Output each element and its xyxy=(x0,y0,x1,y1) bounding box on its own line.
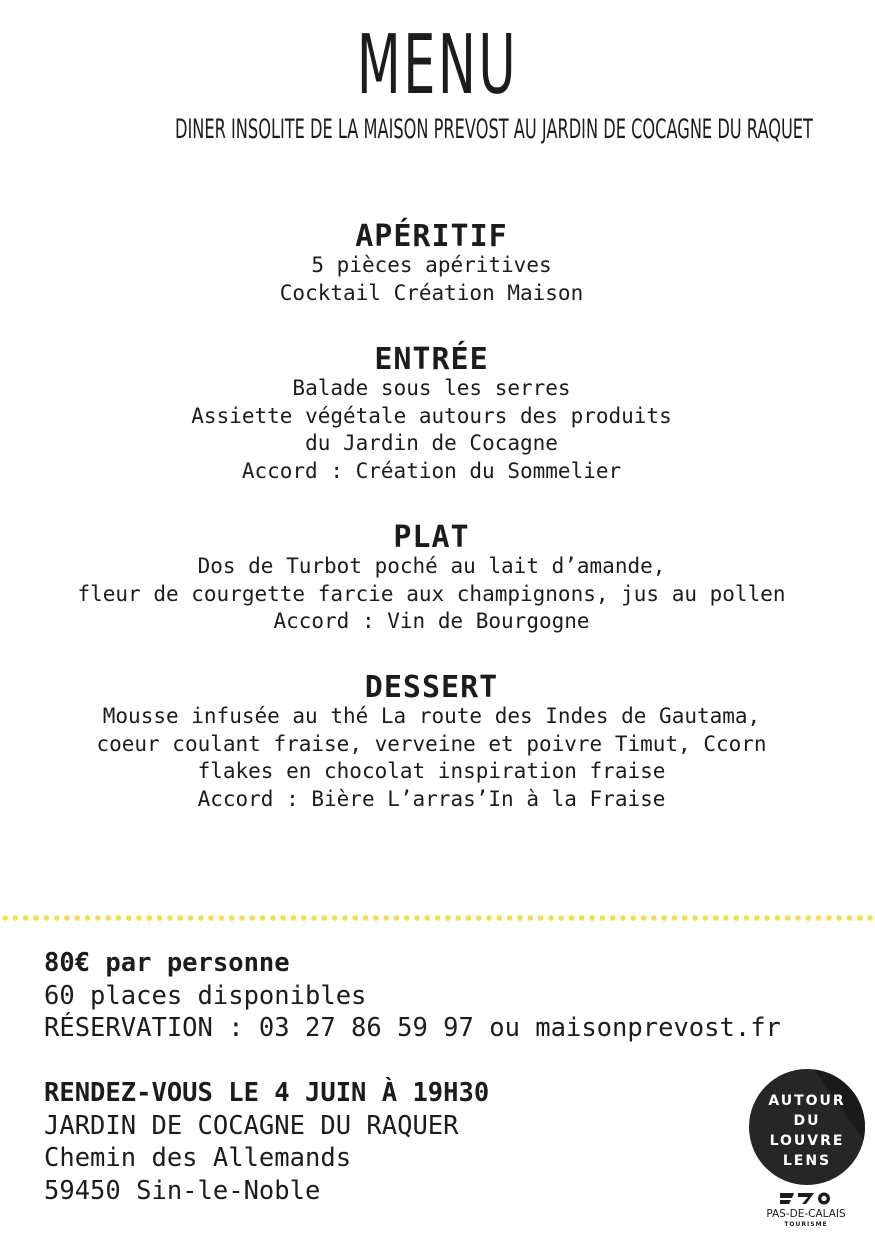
section-heading: PLAT xyxy=(393,520,470,555)
section-heading: DESSERT xyxy=(364,670,499,705)
menu-line: Accord : Création du Sommelier xyxy=(241,458,622,483)
pricing-block xyxy=(44,947,781,1045)
menu-line: Accord : Vin de Bourgogne xyxy=(273,609,590,633)
places-text: 60 places disponibles xyxy=(44,980,367,1011)
venue-city: 59450 Sin-le-Noble xyxy=(44,1175,321,1206)
menu-line: du Jardin de Cocagne xyxy=(305,431,558,455)
section-entree xyxy=(0,342,863,485)
venue-name: JARDIN DE COCAGNE DU RAQUER xyxy=(44,1110,459,1141)
menu-line: Mousse infusée au thé La route des Indes de Gautama, xyxy=(102,704,761,728)
event-date: RENDEZ-VOUS LE 4 JUIN À 19H30 xyxy=(44,1078,490,1108)
logo-line: AUTOUR xyxy=(768,1093,846,1109)
logo-text xyxy=(749,1091,865,1171)
reservation-text: RÉSERVATION : 03 27 86 59 97 ou maisonprevost.fr xyxy=(44,1013,781,1043)
menu-line: Dos de Turbot poché au lait d’amande, xyxy=(197,554,666,578)
brand-subtitle: TOURISME xyxy=(784,1221,828,1228)
brand-name: PAS-DE-CALAIS xyxy=(766,1208,846,1220)
menu-line: Accord : Bière L’arras’In à la Fraise xyxy=(197,786,666,811)
venue-street: Chemin des Allemands xyxy=(44,1143,352,1173)
price-text: 80€ par personne xyxy=(44,948,290,978)
logo-line: DU xyxy=(793,1113,821,1129)
section-heading: ENTRÉE xyxy=(374,342,489,377)
logo-line: LENS xyxy=(782,1153,832,1169)
menu-line: Assiette végétale autours des produits xyxy=(191,403,672,428)
menu-title: MENU xyxy=(356,18,519,113)
pas-de-calais-mark-icon xyxy=(778,1191,834,1205)
dotted-divider xyxy=(0,914,875,922)
menu-line: coeur coulant fraise, verveine et poivre Timut, Ccorn xyxy=(96,731,767,756)
section-heading: APÉRITIF xyxy=(355,219,508,254)
autour-du-louvre-lens-logo xyxy=(749,1069,865,1185)
menu-line: 5 pièces apéritives xyxy=(311,253,552,277)
event-block xyxy=(44,1077,489,1207)
menu-line: Balade sous les serres xyxy=(292,376,571,400)
menu-line: Cocktail Création Maison xyxy=(279,280,584,305)
menu-subtitle: DINER INSOLITE DE LA MAISON PREVOST AU JARDIN DE COCAGNE DU RAQUET xyxy=(175,114,813,145)
menu-line: fleur de courgette farcie aux champignons, jus au pollen xyxy=(77,581,786,606)
section-aperitif xyxy=(0,219,863,307)
logo-line: LOUVRE xyxy=(769,1133,845,1149)
section-dessert xyxy=(0,670,863,813)
section-plat xyxy=(0,520,863,636)
menu-line: flakes en chocolat inspiration fraise xyxy=(197,759,666,783)
